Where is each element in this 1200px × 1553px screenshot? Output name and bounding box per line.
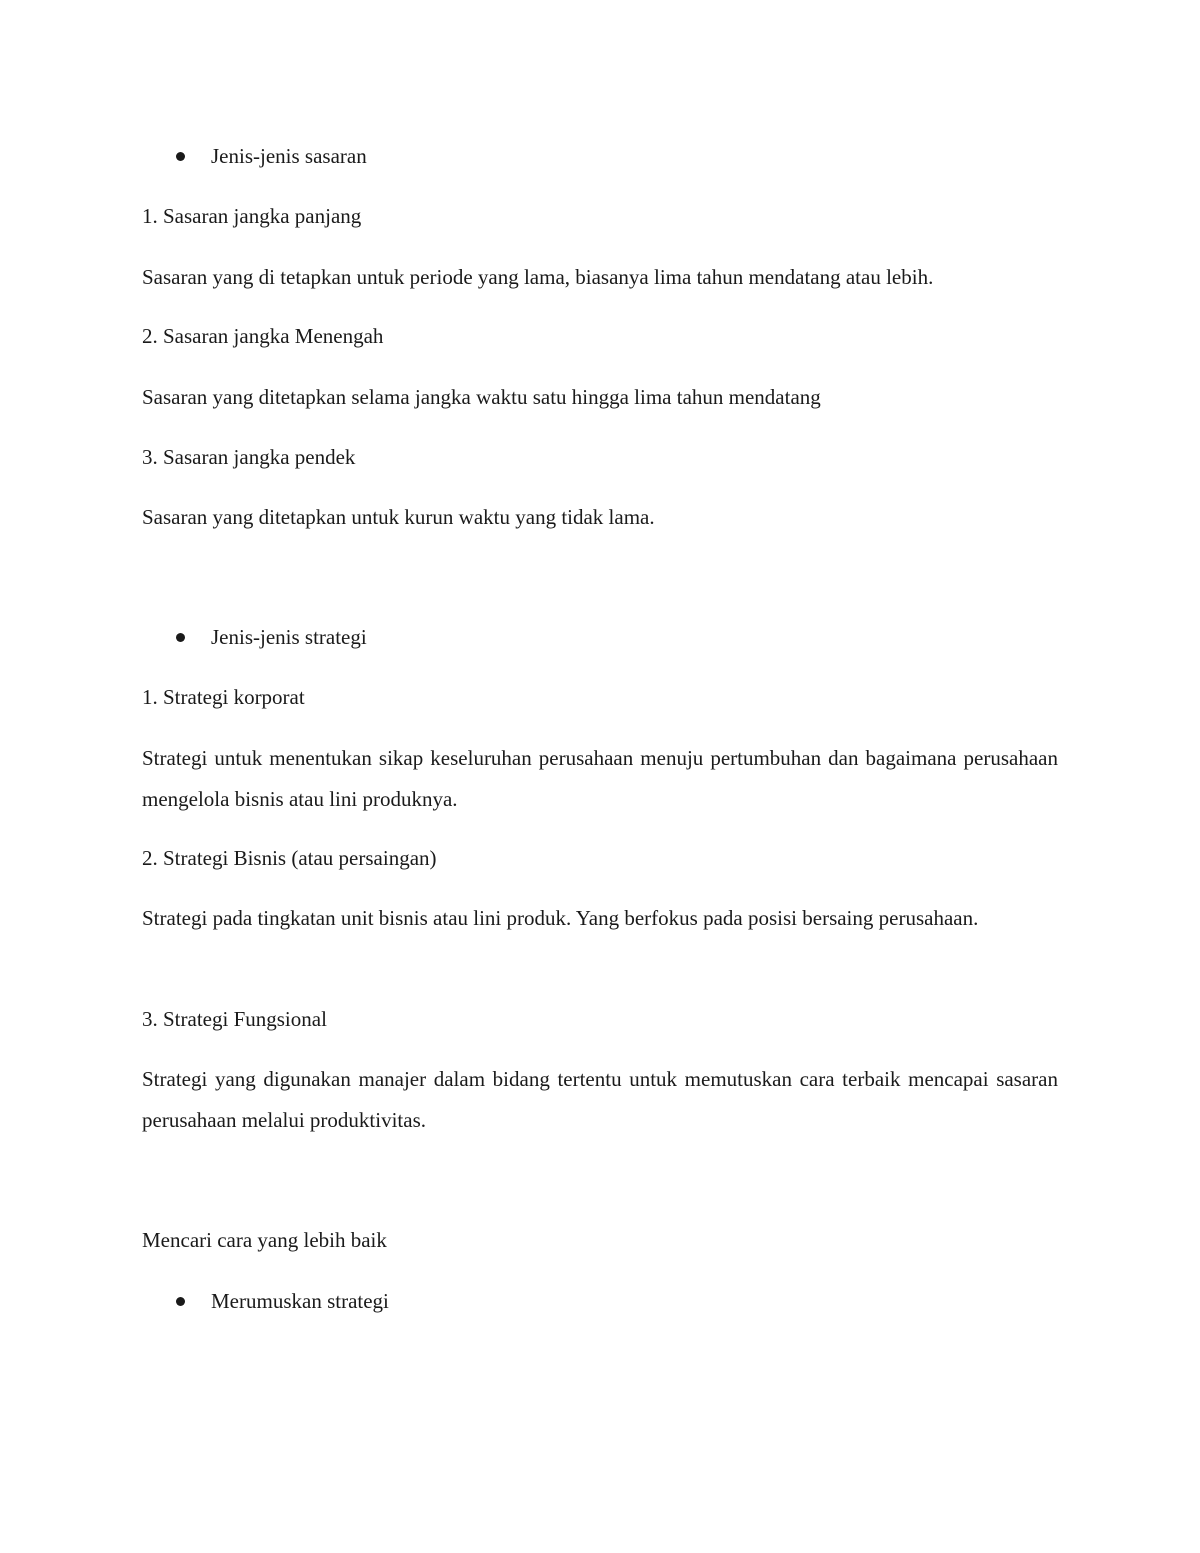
paragraph: Sasaran yang ditetapkan untuk kurun waktu yang tidak lama. [142, 505, 655, 529]
paragraph: Strategi yang digunakan manajer dalam bidang tertentu untuk memutuskan cara terbaik mencapai sasaran perusahaan melalui produktivitas. [142, 1067, 1058, 1132]
list-heading: 1. Sasaran jangka panjang [142, 204, 362, 228]
list-heading: 2. Sasaran jangka Menengah [142, 324, 384, 348]
paragraph: Strategi pada tingkatan unit bisnis atau lini produk. Yang berfokus pada posisi bersaing perusahaan. [142, 906, 979, 930]
bullet-dot-icon [176, 152, 185, 161]
paragraph: Sasaran yang ditetapkan selama jangka waktu satu hingga lima tahun mendatang [142, 385, 821, 409]
section-heading: Mencari cara yang lebih baik [142, 1228, 387, 1252]
bullet-text: Merumuskan strategi [211, 1289, 389, 1313]
bullet-text: Jenis-jenis sasaran [211, 144, 367, 168]
bullet-dot-icon [176, 1297, 185, 1306]
bullet-text: Jenis-jenis strategi [211, 625, 367, 649]
paragraph: Sasaran yang di tetapkan untuk periode yang lama, biasanya lima tahun mendatang atau lebih. [142, 265, 934, 289]
list-heading: 3. Sasaran jangka pendek [142, 445, 356, 469]
list-heading: 1. Strategi korporat [142, 685, 305, 709]
paragraph: Strategi untuk menentukan sikap keseluruhan perusahaan menuju pertumbuhan dan bagaimana perusahaan mengelola bisnis atau lini produknya. [142, 746, 1058, 811]
bullet-dot-icon [176, 633, 185, 642]
list-heading: 3. Strategi Fungsional [142, 1007, 327, 1031]
list-heading: 2. Strategi Bisnis (atau persaingan) [142, 846, 437, 870]
